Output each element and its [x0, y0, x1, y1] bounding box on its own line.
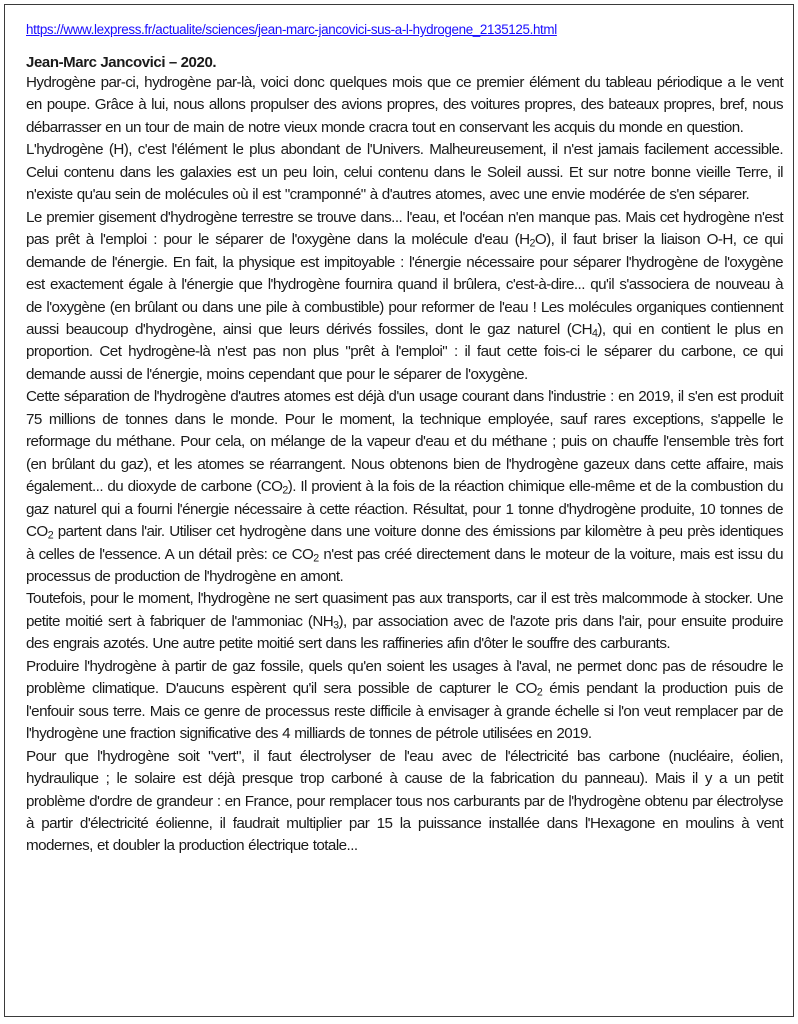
text-segment: Toutefois, pour le moment, l'hydrogène ne sert quasiment pas aux transports, car il est très malcommode à stocker. Une petite moitié sert à fabriquer de l'ammoniac (NH — [26, 590, 783, 630]
subscript: 2 — [529, 237, 535, 250]
document-title: Jean-Marc Jancovici – 2020. — [26, 54, 217, 71]
paragraph-intro — [26, 72, 783, 139]
text-segment: ). Il provient à la fois de la réaction chimique elle-même et de la combustion du gaz naturel qui a fourni l'énergie nécessaire à cette réaction. Résultat, pour 1 tonne d'hydrogène produite, 10 tonnes de CO — [26, 478, 783, 541]
paragraph-climate-problem — [26, 656, 783, 746]
text-segment: Cette séparation de l'hydrogène d'autres atomes est déjà d'un usage courant dans l'industrie : en 2019, il s'en est produit 75 millions de tonnes dans le monde. Pour le moment, la technique employée, sauf rares exceptions, s'appelle le reformage du méthane. Pour cela, on mélange de la vapeur d'eau et du méthane ; puis on chauffe l'ensemble très fort (en brûlant du gaz), et les atomes se réarrangent. Nous obtenons bien de l'hydrogène gazeux dans cette affaire, mais également... du dioxyde de carbone (CO — [26, 388, 783, 496]
paragraph-methane-reforming — [26, 386, 783, 588]
subscript: 3 — [333, 619, 339, 632]
document-frame — [4, 4, 794, 1017]
subscript: 2 — [47, 529, 54, 542]
subscript: 2 — [313, 552, 319, 565]
text-segment: partent dans l'air. Utiliser cet hydrogène dans une voiture donne des émissions par kilomètre à peu près identiques à celles de l'essence. A un détail près: ce CO — [26, 523, 783, 563]
text-segment: émis pendant la production puis de l'enfouir sous terre. Mais ce genre de processus reste difficile à envisager à grande échelle si l'on veut remplacer par de l'hydrogène une fraction significative des 4 milliards de tonnes de pétrole utilisées en 2019. — [26, 680, 783, 743]
text-segment: Hydrogène par-ci, hydrogène par-là, voici donc quelques mois que ce premier élément du tableau périodique a le vent en poupe. Grâce à lui, nous allons propulser des avions propres, des voitures propres, des bateaux propres, bref, nous débarrasser en un tour de main de notre vieux monde cracra tout en conservant les acquis du monde en question. — [26, 74, 783, 136]
subscript: 2 — [282, 484, 288, 497]
text-segment: O), il faut briser la liaison O-H, ce qui demande de l'énergie. En fait, la physique est impitoyable : l'énergie nécessaire pour séparer l'hydrogène de l'oxygène est exactement égale à l'énergie que l'hydrogène fournira quand il brûlera, c'est-à-dire... qu'il s'associera de nouveau à de l'oxygène (en brûlant ou dans une pile à combustible) pour reformer de l'eau ! Les molécules organiques contiennent aussi beaucoup d'hydrogène, ainsi que leurs dérivés fossiles, dont le gaz naturel (CH — [26, 231, 783, 338]
paragraph-green-hydrogen — [26, 746, 783, 858]
text-segment: Le premier gisement d'hydrogène terrestre se trouve dans... l'eau, et l'océan n'en manque pas. Mais cet hydrogène n'est pas prêt à l'emploi : pour le séparer de l'oxygène dans la molécule d'eau (H — [26, 208, 783, 249]
text-segment: Produire l'hydrogène à partir de gaz fossile, quels qu'en soient les usages à l'aval, ne permet donc pas de résoudre le problème climatique. D'aucuns espèrent qu'il sera possible de capturer le CO — [26, 657, 783, 698]
subscript: 4 — [592, 327, 598, 340]
text-segment: Pour que l'hydrogène soit "vert", il faut électrolyser de l'eau avec de l'électricité bas carbone (nucléaire, éolien, hydraulique ; le solaire est déjà presque trop carboné à cause de la fabrication du panneau). Mais il y a un petit problème d'ordre de grandeur : en France, pour remplacer tous nos carburants par de l'hydrogène obtenu par électrolyse à partir d'électricité éolienne, il faudrait multiplier par 15 la puissance installée dans l'Hexagone en moulins à vent modernes, et doubler la production électrique totale... — [26, 747, 783, 855]
subscript: 2 — [536, 686, 543, 699]
source-url-link[interactable]: https://www.lexpress.fr/actualite/sciences/jean-marc-jancovici-sus-a-l-hydrogene_2135125.html — [26, 22, 557, 37]
paragraph-water-source — [26, 207, 783, 387]
document-content — [26, 20, 783, 858]
paragraph-current-uses — [26, 588, 783, 655]
text-segment: ), par association avec de l'azote pris dans l'air, pour ensuite produire des engrais azotés. Une autre petite moitié sert dans les raffineries afin d'ôter le souffre des carburants. — [26, 612, 783, 653]
text-segment: ), qui en contient le plus en proportion. Cet hydrogène-là n'est pas non plus "prêt à l'emploi" : il faut cette fois-ci le séparer du carbone, ce qui demande aussi de l'énergie, moins cependant que pour le séparer de l'oxygène. — [26, 320, 783, 383]
text-segment: n'est pas créé directement dans le moteur de la voiture, mais est issu du processus de production de l'hydrogène en amont. — [26, 545, 783, 585]
paragraph-hydrogen-abundance — [26, 139, 783, 206]
text-segment: L'hydrogène (H), c'est l'élément le plus abondant de l'Univers. Malheureusement, il n'est jamais facilement accessible. Celui contenu dans les galaxies est un peu loin, celui contenu dans le Soleil aussi. Et sur notre bonne vieille Terre, il n'existe qu'au sein de molécules où il est "cramponné" à d'autres atomes, avec une envie modérée de s'en séparer. — [26, 141, 783, 204]
